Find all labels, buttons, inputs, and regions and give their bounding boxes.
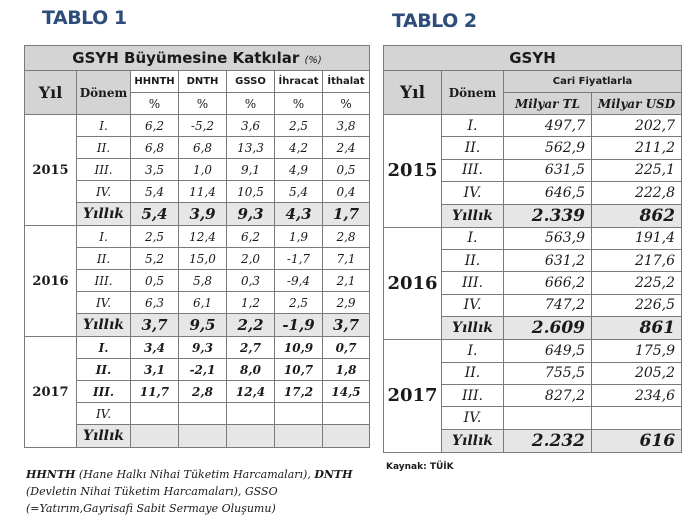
table-title-unit: (%) bbox=[304, 55, 322, 66]
value-cell: 3,8 bbox=[323, 115, 370, 137]
value-cell: 225,2 bbox=[592, 272, 682, 294]
year-cell: 2016 bbox=[25, 226, 77, 337]
table-row bbox=[25, 248, 370, 270]
annual-value: 861 bbox=[592, 317, 682, 340]
annual-value: 2,2 bbox=[227, 314, 275, 337]
gdp-table bbox=[383, 45, 682, 453]
value-cell: 9,1 bbox=[227, 159, 275, 181]
period-cell: I. bbox=[77, 115, 131, 137]
year-cell: 2015 bbox=[384, 115, 442, 228]
value-cell: 563,9 bbox=[504, 227, 592, 249]
unit-cell: % bbox=[323, 93, 370, 115]
period-cell: I. bbox=[442, 115, 504, 137]
year-header: Yıl bbox=[25, 71, 77, 115]
year-header: Yıl bbox=[384, 71, 442, 115]
value-cell: 6,3 bbox=[131, 292, 179, 314]
column-header: İthalat bbox=[323, 71, 370, 93]
table-row bbox=[384, 227, 682, 249]
annual-value: 4,3 bbox=[275, 203, 323, 226]
footnote-def-gsso: (=Yatırım,Gayrisafi Sabit Sermaye Oluşumu) bbox=[26, 502, 276, 515]
table-row bbox=[25, 226, 370, 248]
value-cell: 205,2 bbox=[592, 362, 682, 384]
period-cell: I. bbox=[77, 226, 131, 248]
value-cell bbox=[179, 403, 227, 425]
value-cell: 12,4 bbox=[227, 381, 275, 403]
period-cell: IV. bbox=[442, 182, 504, 204]
annual-label: Yıllık bbox=[77, 203, 131, 226]
period-cell: I. bbox=[442, 340, 504, 362]
value-cell: -9,4 bbox=[275, 270, 323, 292]
period-cell: IV. bbox=[442, 407, 504, 429]
period-cell: I. bbox=[77, 337, 131, 359]
value-cell: 1,9 bbox=[275, 226, 323, 248]
group-header: Cari Fiyatlarla bbox=[504, 71, 682, 93]
table-row bbox=[25, 181, 370, 203]
value-cell: 666,2 bbox=[504, 272, 592, 294]
footnote-def-hhnth: (Hane Halkı Nihai Tüketim Harcamaları), bbox=[78, 468, 311, 481]
table-row bbox=[384, 115, 682, 137]
value-cell: 225,1 bbox=[592, 159, 682, 181]
value-cell: 6,2 bbox=[227, 226, 275, 248]
value-cell: 0,7 bbox=[323, 337, 370, 359]
value-cell: 755,5 bbox=[504, 362, 592, 384]
table-row bbox=[25, 403, 370, 425]
value-cell: -1,7 bbox=[275, 248, 323, 270]
value-cell: 4,9 bbox=[275, 159, 323, 181]
value-cell: 11,4 bbox=[179, 181, 227, 203]
unit-cell: % bbox=[227, 93, 275, 115]
period-cell: III. bbox=[442, 159, 504, 181]
value-cell: 17,2 bbox=[275, 381, 323, 403]
unit-cell: % bbox=[179, 93, 227, 115]
table-title: GSYH bbox=[384, 46, 682, 71]
value-cell: 2,8 bbox=[179, 381, 227, 403]
value-cell: 0,4 bbox=[323, 181, 370, 203]
value-cell: 0,5 bbox=[323, 159, 370, 181]
value-cell: 7,1 bbox=[323, 248, 370, 270]
annual-value: 616 bbox=[592, 429, 682, 452]
annual-value: 2.339 bbox=[504, 204, 592, 227]
annual-value bbox=[131, 425, 179, 448]
table-row bbox=[25, 292, 370, 314]
period-cell: IV. bbox=[77, 403, 131, 425]
value-cell: 10,9 bbox=[275, 337, 323, 359]
value-cell: 2,8 bbox=[323, 226, 370, 248]
period-cell: III. bbox=[442, 384, 504, 406]
value-cell: 3,5 bbox=[131, 159, 179, 181]
value-cell: -2,1 bbox=[179, 359, 227, 381]
value-cell: 2,9 bbox=[323, 292, 370, 314]
value-cell bbox=[275, 403, 323, 425]
annual-label: Yıllık bbox=[442, 204, 504, 227]
value-cell: 3,4 bbox=[131, 337, 179, 359]
value-cell: 11,7 bbox=[131, 381, 179, 403]
value-cell bbox=[504, 407, 592, 429]
year-cell: 2016 bbox=[384, 227, 442, 340]
value-cell: 2,4 bbox=[323, 137, 370, 159]
column-header: DNTH bbox=[179, 71, 227, 93]
value-cell: 10,5 bbox=[227, 181, 275, 203]
value-cell: 1,8 bbox=[323, 359, 370, 381]
footnote-abbr-hhnth: HHNTH bbox=[26, 468, 76, 481]
value-cell: 202,7 bbox=[592, 115, 682, 137]
period-cell: III. bbox=[77, 159, 131, 181]
value-cell: 0,3 bbox=[227, 270, 275, 292]
period-cell: III. bbox=[442, 272, 504, 294]
annual-value: 2.609 bbox=[504, 317, 592, 340]
value-cell: 12,4 bbox=[179, 226, 227, 248]
period-cell: III. bbox=[77, 381, 131, 403]
table-row bbox=[25, 115, 370, 137]
table-row bbox=[25, 381, 370, 403]
table-row bbox=[384, 340, 682, 362]
period-cell: III. bbox=[77, 270, 131, 292]
annual-value: 9,3 bbox=[227, 203, 275, 226]
value-cell: 234,6 bbox=[592, 384, 682, 406]
value-cell: 1,2 bbox=[227, 292, 275, 314]
table-row bbox=[25, 270, 370, 292]
unit-cell: % bbox=[275, 93, 323, 115]
annual-label: Yıllık bbox=[442, 429, 504, 452]
tablo2-label: TABLO 2 bbox=[392, 10, 477, 32]
column-header: İhracat bbox=[275, 71, 323, 93]
table-title-text: GSYH Büyümesine Katkılar bbox=[72, 49, 300, 67]
period-cell: II. bbox=[442, 362, 504, 384]
source-note: Kaynak: TÜİK bbox=[386, 462, 454, 472]
value-cell: 217,6 bbox=[592, 249, 682, 271]
value-cell: 747,2 bbox=[504, 294, 592, 316]
annual-value: 1,7 bbox=[323, 203, 370, 226]
annual-value bbox=[323, 425, 370, 448]
value-cell: 6,1 bbox=[179, 292, 227, 314]
value-cell: 8,0 bbox=[227, 359, 275, 381]
value-cell: 2,5 bbox=[275, 115, 323, 137]
annual-value bbox=[275, 425, 323, 448]
column-header: GSSO bbox=[227, 71, 275, 93]
value-cell: 9,3 bbox=[179, 337, 227, 359]
table-row bbox=[25, 159, 370, 181]
annual-value: 3,7 bbox=[323, 314, 370, 337]
table-row bbox=[25, 337, 370, 359]
value-cell: 1,0 bbox=[179, 159, 227, 181]
value-cell: 5,8 bbox=[179, 270, 227, 292]
value-cell bbox=[592, 407, 682, 429]
column-header: HHNTH bbox=[131, 71, 179, 93]
annual-label: Yıllık bbox=[77, 425, 131, 448]
table-row bbox=[25, 137, 370, 159]
period-header: Dönem bbox=[442, 71, 504, 115]
value-cell: 14,5 bbox=[323, 381, 370, 403]
period-cell: II. bbox=[442, 137, 504, 159]
period-cell: II. bbox=[77, 359, 131, 381]
table-row bbox=[25, 359, 370, 381]
value-cell: 175,9 bbox=[592, 340, 682, 362]
table-title bbox=[25, 46, 370, 71]
value-cell: 4,2 bbox=[275, 137, 323, 159]
column-header: Milyar TL bbox=[504, 93, 592, 115]
annual-value: 3,9 bbox=[179, 203, 227, 226]
annual-value: 5,4 bbox=[131, 203, 179, 226]
value-cell: 6,2 bbox=[131, 115, 179, 137]
year-cell: 2017 bbox=[384, 340, 442, 453]
value-cell: 5,4 bbox=[275, 181, 323, 203]
value-cell: 6,8 bbox=[131, 137, 179, 159]
annual-value: 3,7 bbox=[131, 314, 179, 337]
period-cell: IV. bbox=[442, 294, 504, 316]
value-cell bbox=[323, 403, 370, 425]
value-cell: 646,5 bbox=[504, 182, 592, 204]
value-cell: 13,3 bbox=[227, 137, 275, 159]
period-cell: IV. bbox=[77, 181, 131, 203]
value-cell: 827,2 bbox=[504, 384, 592, 406]
annual-value: 2.232 bbox=[504, 429, 592, 452]
value-cell: 6,8 bbox=[179, 137, 227, 159]
value-cell: 562,9 bbox=[504, 137, 592, 159]
annual-label: Yıllık bbox=[77, 314, 131, 337]
annual-value: -1,9 bbox=[275, 314, 323, 337]
value-cell: 631,5 bbox=[504, 159, 592, 181]
value-cell: 2,5 bbox=[131, 226, 179, 248]
period-cell: II. bbox=[442, 249, 504, 271]
value-cell: 5,4 bbox=[131, 181, 179, 203]
gdp-contribution-table bbox=[24, 45, 370, 448]
value-cell: 222,8 bbox=[592, 182, 682, 204]
value-cell: 5,2 bbox=[131, 248, 179, 270]
annual-value bbox=[227, 425, 275, 448]
value-cell: 191,4 bbox=[592, 227, 682, 249]
value-cell: 226,5 bbox=[592, 294, 682, 316]
period-header: Dönem bbox=[77, 71, 131, 115]
annual-value: 862 bbox=[592, 204, 682, 227]
value-cell: 3,1 bbox=[131, 359, 179, 381]
annual-value: 9,5 bbox=[179, 314, 227, 337]
value-cell: -5,2 bbox=[179, 115, 227, 137]
year-cell: 2015 bbox=[25, 115, 77, 226]
value-cell: 211,2 bbox=[592, 137, 682, 159]
column-header: Milyar USD bbox=[592, 93, 682, 115]
annual-row bbox=[25, 203, 370, 226]
period-cell: IV. bbox=[77, 292, 131, 314]
footnote-abbr-dnth: DNTH bbox=[314, 468, 353, 481]
footnote-def-dnth: (Devletin Nihai Tüketim Harcamaları), GSSO bbox=[26, 485, 278, 498]
annual-row bbox=[25, 314, 370, 337]
period-cell: I. bbox=[442, 227, 504, 249]
value-cell: 2,7 bbox=[227, 337, 275, 359]
period-cell: II. bbox=[77, 248, 131, 270]
value-cell: 0,5 bbox=[131, 270, 179, 292]
value-cell: 631,2 bbox=[504, 249, 592, 271]
value-cell: 2,0 bbox=[227, 248, 275, 270]
annual-row bbox=[25, 425, 370, 448]
footnote bbox=[26, 466, 371, 517]
unit-cell: % bbox=[131, 93, 179, 115]
value-cell: 15,0 bbox=[179, 248, 227, 270]
value-cell: 2,1 bbox=[323, 270, 370, 292]
value-cell: 3,6 bbox=[227, 115, 275, 137]
tablo1-label: TABLO 1 bbox=[42, 7, 127, 29]
period-cell: II. bbox=[77, 137, 131, 159]
annual-label: Yıllık bbox=[442, 317, 504, 340]
annual-value bbox=[179, 425, 227, 448]
value-cell: 649,5 bbox=[504, 340, 592, 362]
value-cell: 497,7 bbox=[504, 115, 592, 137]
value-cell bbox=[131, 403, 179, 425]
value-cell: 2,5 bbox=[275, 292, 323, 314]
value-cell bbox=[227, 403, 275, 425]
year-cell: 2017 bbox=[25, 337, 77, 448]
value-cell: 10,7 bbox=[275, 359, 323, 381]
